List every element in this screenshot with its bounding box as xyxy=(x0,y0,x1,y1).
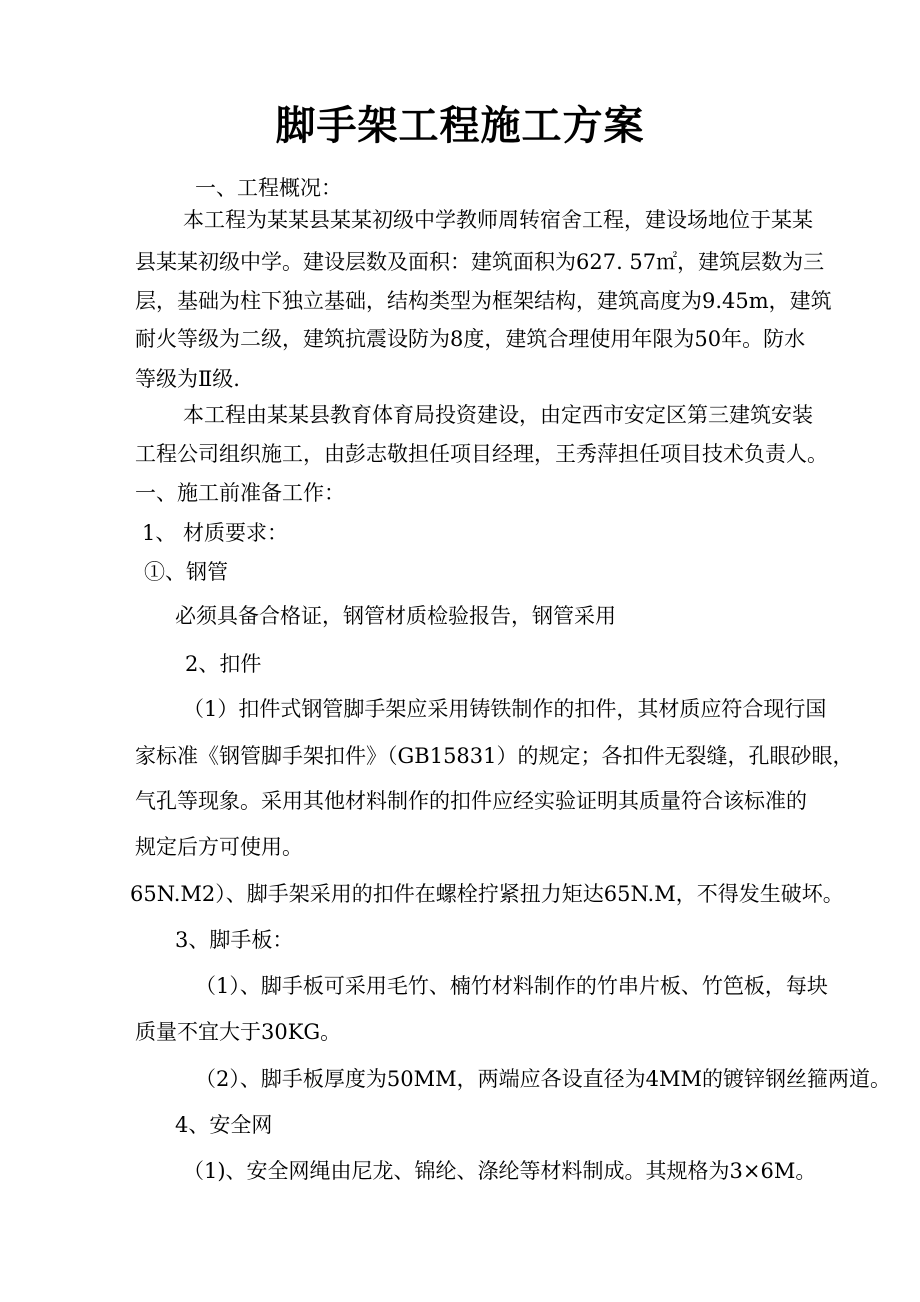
paragraph-line: 质量不宜大于30KG。 xyxy=(135,1020,342,1044)
document-title: 脚手架工程施工方案 xyxy=(275,102,645,149)
paragraph-line: （1)、安全网绳由尼龙、锦纶、涤纶等材料制成。其规格为3×6M。 xyxy=(183,1159,817,1183)
section-heading-overview: 一、工程概况： xyxy=(195,176,342,200)
paragraph-line: 必须具备合格证，钢管材质检验报告，钢管采用 xyxy=(175,604,616,628)
subsection-heading-scaffold-board: 3、脚手板： xyxy=(175,928,294,952)
paragraph-line: 等级为Ⅱ级. xyxy=(135,367,240,391)
subsection-heading-fasteners: 2、扣件 xyxy=(185,652,262,676)
paragraph-line: （1）、脚手板可采用毛竹、楠竹材料制作的竹串片板、竹笆板，每块 xyxy=(195,974,828,998)
section-heading-preparation: 一、施工前准备工作： xyxy=(135,481,345,505)
paragraph-line: 层，基础为柱下独立基础，结构类型为框架结构，建筑高度为9.45m，建筑 xyxy=(135,289,832,313)
paragraph-line: （2）、脚手板厚度为50MM，两端应各设直径为4MM的镀锌钢丝箍两道。 xyxy=(195,1067,891,1091)
subsection-heading-materials: 1、 材质要求： xyxy=(142,521,289,545)
item-heading-steel-pipe: ①、钢管 xyxy=(144,560,228,584)
paragraph-line: 家标准《钢管脚手架扣件》（GB15831）的规定；各扣件无裂缝，孔眼砂眼， xyxy=(135,744,854,768)
paragraph-line: 本工程为某某县某某初级中学教师周转宿舍工程，建设场地位于某某 xyxy=(183,208,813,232)
paragraph-line: 县某某初级中学。建设层数及面积：建筑面积为627. 57㎡，建筑层数为三 xyxy=(135,250,825,274)
paragraph-line: （1）扣件式钢管脚手架应采用铸铁制作的扣件，其材质应符合现行国 xyxy=(183,697,827,721)
paragraph-line: 气孔等现象。采用其他材料制作的扣件应经实验证明其质量符合该标准的 xyxy=(135,789,807,813)
paragraph-line: 耐火等级为二级，建筑抗震设防为8度，建筑合理使用年限为50年。防水 xyxy=(135,327,806,351)
paragraph-line: 本工程由某某县教育体育局投资建设，由定西市安定区第三建筑安装 xyxy=(183,403,813,427)
paragraph-line: 规定后方可使用。 xyxy=(135,835,303,859)
subsection-heading-safety-net: 4、安全网 xyxy=(175,1113,273,1137)
paragraph-line: 工程公司组织施工，由彭志敬担任项目经理，王秀萍担任项目技术负责人。 xyxy=(135,442,828,466)
paragraph-line: 65N.M2）、脚手架采用的扣件在螺栓拧紧扭力矩达65N.M，不得发生破坏。 xyxy=(130,882,844,906)
